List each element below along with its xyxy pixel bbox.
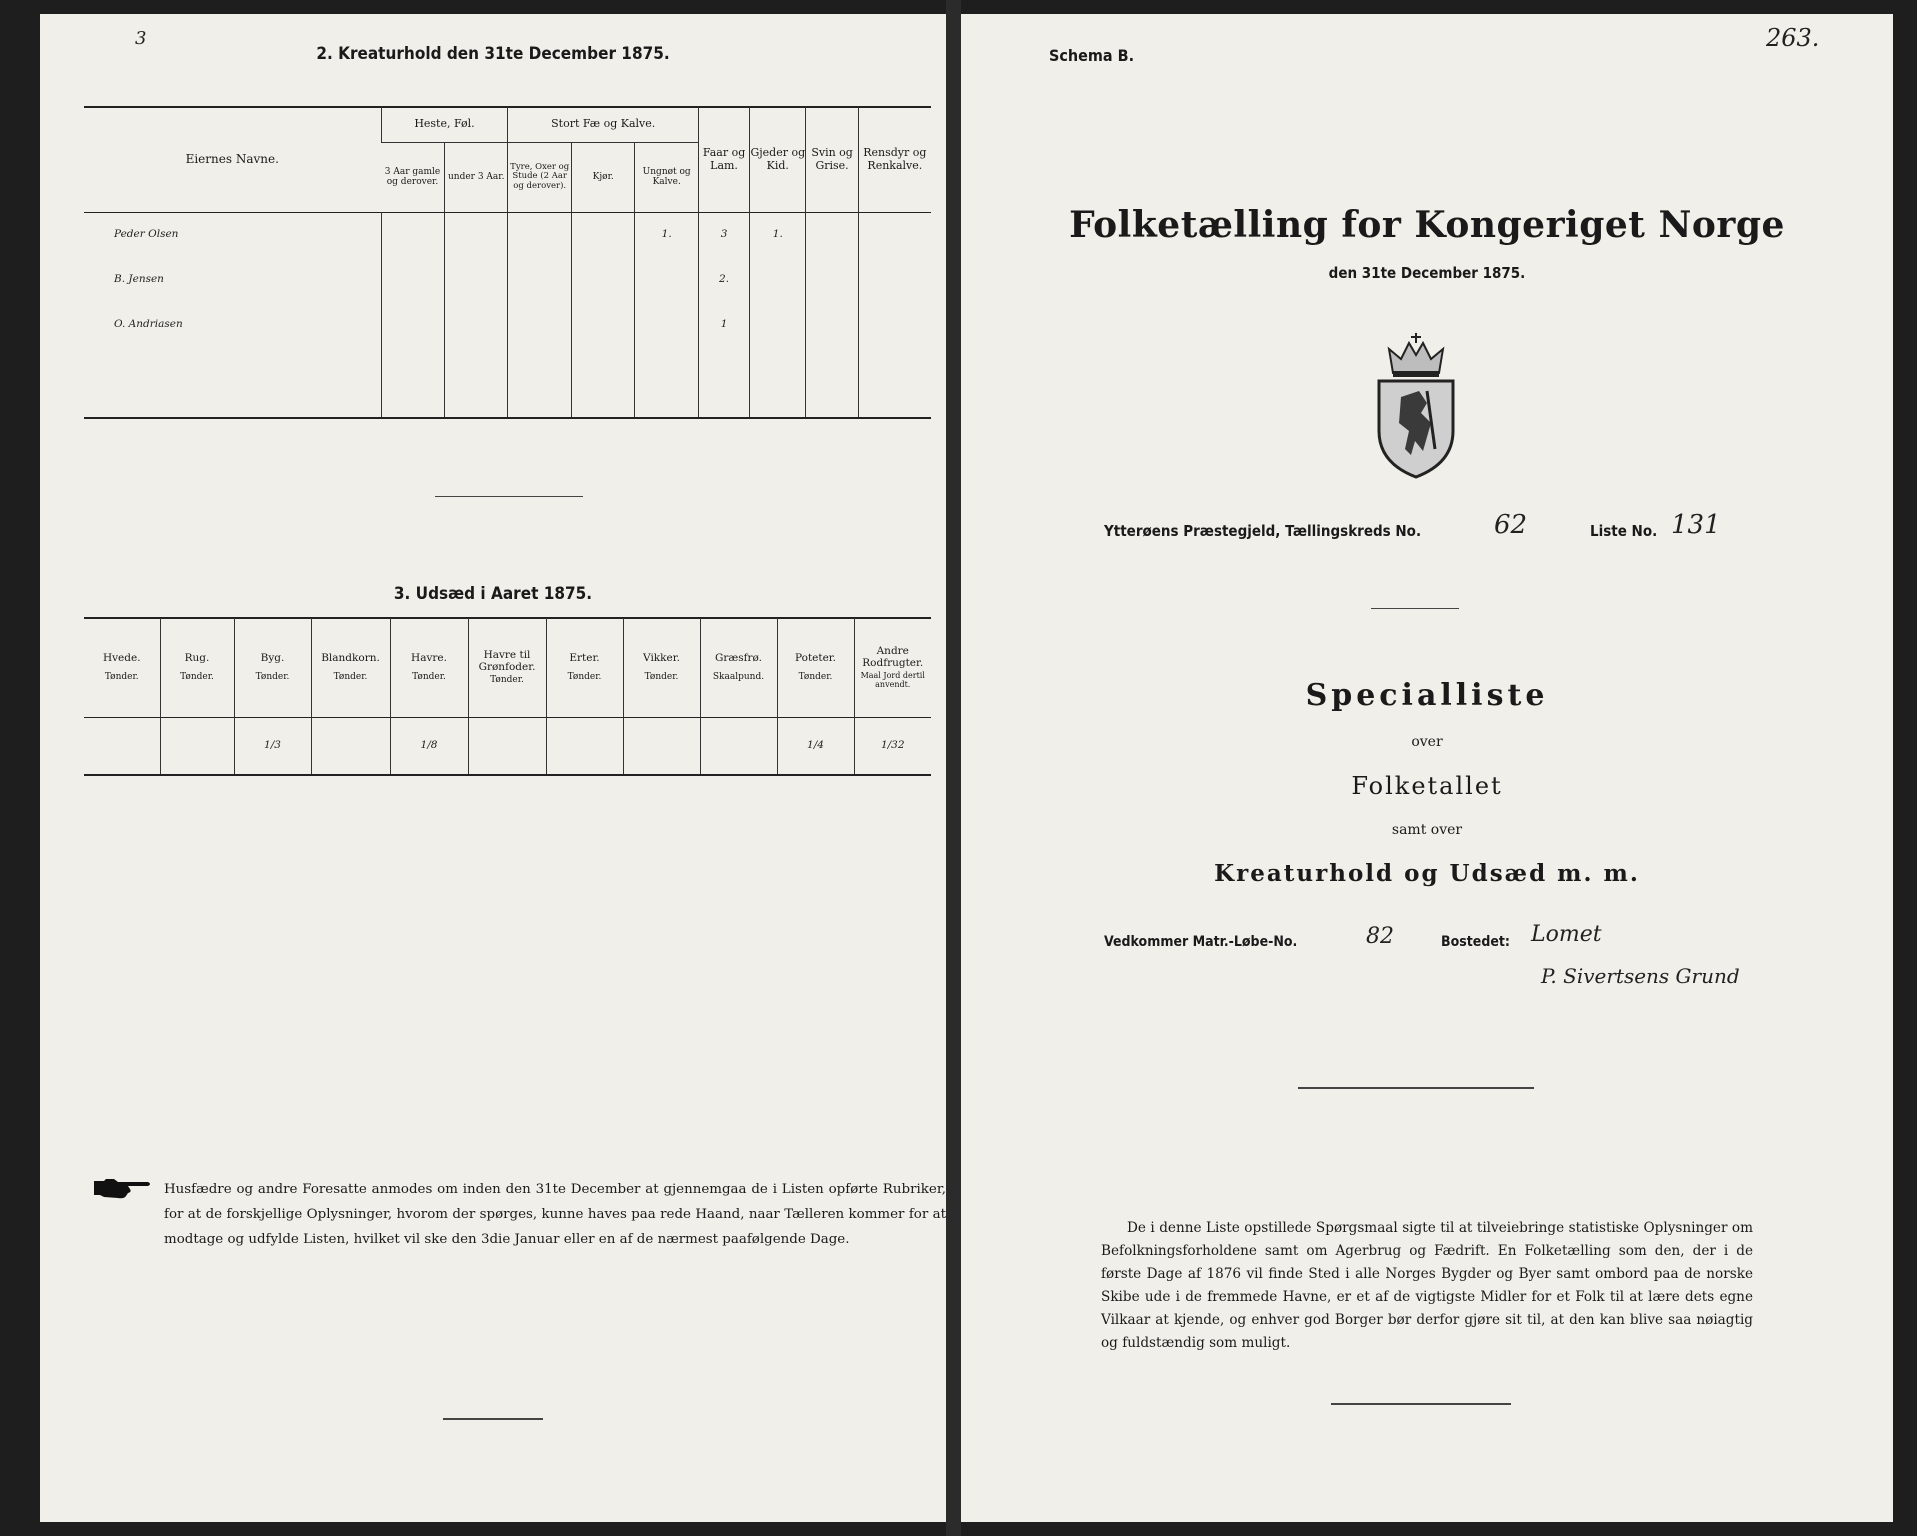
specialliste-heading: Specialliste [1305,678,1549,713]
byg-value: 1/3 [234,716,311,774]
bosted-value: Lomet [1531,922,1602,947]
info-paragraph: De i denne Liste opstillede Spørgsmaal sigte til at tilveiebringe statistiske Oplysninger om Befolkningsforholdene samt om Agerbrug og Fædrift. En Folketælling som den, der i de første Dage af 1876 vil finde Sted i alle Norges Bygder og Byer samt ombord paa de norske Skibe ude i de fremmede Havne, er et af de vigtigste Midler for et Folk til at lære dets egne Vilkaar at kjende, og enhver god Borger bør derfor gjøre sit til, at den kan blive saa nøiagtig og fuldstændig som muligt. [1101,1220,1753,1351]
col-hvede [84,618,160,716]
page-number: 263. [1766,24,1820,52]
byg-label: Byg. [260,651,285,664]
havre-gron-label: Havre til Grønfoder. [478,648,536,673]
rug-unit: Tønder. [180,671,214,682]
schema-label: Schema B. [1049,46,1135,65]
table-bottom-rule [84,417,931,419]
notice-text: Husfædre og andre Foresatte anmodes om inden den 31te December at gjennemgaa de i Listen opførte Rubriker, for at de forskjellige Oplysninger, hvorom der spørges, kunne haves paa rede Haand, naar Tælleren kommer for at modtage og udfylde Listen, hvilket vil ske den 3die Januar eller en af de nærmest paafølgende Dage. [164,1182,946,1247]
graes-unit: Skaalpund. [712,671,765,682]
col-poteter [777,618,854,716]
col-gjeder: Gjeder og Kid. [750,107,806,212]
poteter-unit: Tønder. [798,671,833,682]
poteter-label: Poteter. [794,651,837,664]
livestock-table [84,107,931,417]
table-row [84,212,931,257]
vikker-label: Vikker. [643,651,680,664]
matr-label: Vedkommer Matr.-Løbe-No. [1104,934,1298,950]
section2-title: 2. Kreaturhold den 31te December 1875. [316,44,670,64]
col-bland [311,618,390,716]
gjeder-value [750,257,806,302]
havre-unit: Tønder. [412,671,446,682]
bosted-label: Bostedet: [1441,934,1510,950]
divider [435,496,583,497]
divider [1371,608,1459,609]
liste-label: Liste No. [1590,522,1658,540]
col-rug [160,618,234,716]
rug-label: Rug. [184,651,210,664]
havre-gron-unit: Tønder. [490,674,524,685]
book-spine [946,0,961,1536]
poteter-value: 1/4 [777,716,854,774]
page-title: Folketælling for Kongeriget Norge [1069,204,1785,246]
gjeder-value [750,302,806,347]
coat-of-arms-icon [1371,331,1461,479]
erter-label: Erter. [569,651,600,664]
bland-unit: Tønder. [333,671,368,682]
col-faar: Faar og Lam. [698,107,749,212]
kreaturhold-heading: Kreaturhold og Udsæd m. m. [1214,860,1640,887]
col-svin: Svin og Grise. [806,107,858,212]
section3-title: 3. Udsæd i Aaret 1875. [393,584,593,604]
table3-bottom-rule [84,774,931,776]
col-vikker [623,618,700,716]
graes-label: Græsfrø. [714,651,763,664]
hvede-unit: Tønder. [104,671,139,682]
table-row [84,257,931,302]
col-heste-a: 3 Aar gamle og derover. [384,166,441,188]
ungnot-value: 1. [635,212,699,257]
erter-unit: Tønder. [567,671,602,682]
andre-unit: Maal Jord dertil anvendt. [860,670,925,690]
ungnot-value [635,302,699,347]
table-row [84,716,931,774]
faar-value: 2. [698,257,749,302]
pointing-hand-icon [92,1175,154,1201]
divider [1298,1087,1534,1089]
left-page [40,14,946,1522]
census-date: den 31te December 1875. [1328,264,1526,282]
folketallet-heading: Folketallet [1351,772,1503,800]
col-heste: Heste, Føl. [381,107,508,142]
col-havre [390,618,468,716]
col-havre-gron [468,618,546,716]
col-rensdyr: Rensdyr og Renkalve. [858,107,931,212]
faar-value: 3 [698,212,749,257]
ungnot-value [635,257,699,302]
col-owners: Eiernes Navne. [185,151,279,166]
col-stort-c: Ungnøt og Kalve. [635,142,699,212]
hvede-label: Hvede. [102,651,141,664]
divider [1331,1403,1511,1405]
parish-label: Ytterøens Præstegjeld, Tællingskreds No. [1104,522,1422,540]
faar-value: 1 [698,302,749,347]
bland-label: Blandkorn. [321,651,380,664]
samt-over-text: samt over [1391,822,1463,838]
vikker-unit: Tønder. [644,671,679,682]
havre-label: Havre. [411,651,447,664]
seed-table [84,618,931,774]
col-stort-fae: Stort Fæ og Kalve. [508,107,698,142]
col-andre [854,618,931,716]
col-heste-b: under 3 Aar. [444,142,507,212]
havre-value: 1/8 [390,716,468,774]
divider [443,1418,543,1420]
right-page [961,14,1893,1522]
table-row [84,347,931,417]
bosted-value-2: P. Sivertsens Grund [1541,964,1740,988]
liste-number: 131 [1671,510,1721,540]
col-graes [700,618,777,716]
col-stort-a: Tyre, Oxer og Stude (2 Aar og derover). [508,142,571,212]
over-text: over [1411,734,1443,750]
andre-label: Andre Rodfrugter. [862,644,924,669]
kreds-number: 62 [1494,510,1528,540]
owner-name: B. Jensen [114,273,164,286]
corner-mark: 3 [135,28,147,49]
col-erter [546,618,623,716]
byg-unit: Tønder. [255,671,290,682]
col-stort-b: Kjør. [571,142,634,212]
matr-number: 82 [1366,924,1394,949]
col-byg [234,618,311,716]
gjeder-value: 1. [750,212,806,257]
table-row [84,302,931,347]
owner-name: Peder Olsen [114,228,179,241]
owner-name: O. Andriasen [114,318,183,331]
andre-value: 1/32 [854,716,931,774]
